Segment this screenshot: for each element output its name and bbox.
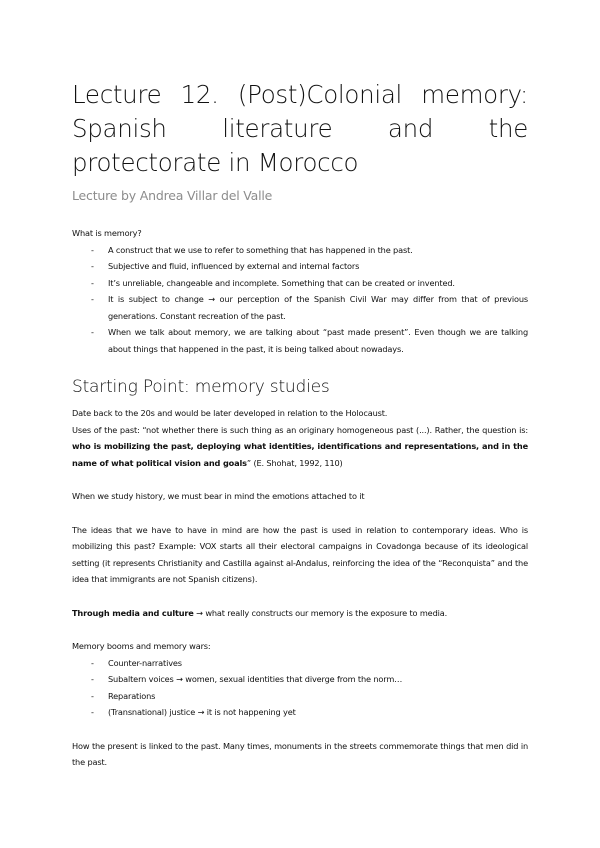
list-dash: -	[91, 244, 94, 255]
list-dash: -	[91, 707, 94, 717]
page-content	[72, 78, 528, 771]
list-dash: -	[91, 657, 94, 668]
list-item: - Counter-narratives	[72, 655, 528, 672]
paragraph-media: Through media and culture → what really constructs our memory is the exposure to media.	[72, 607, 448, 618]
memory-booms-list	[72, 655, 528, 721]
page-title: Lecture 12. (Post)Colonial memory: Spanish literature and the protectorate in Morocco	[72, 80, 528, 177]
bold-quote: who is mobilizing the past, deploying what identities, identifications and representations, and in the name of what political vision and goals	[72, 441, 528, 468]
list-item: - Subaltern voices → women, sexual identities that diverge from the norm…	[72, 671, 528, 688]
memory-question: What is memory?	[72, 228, 142, 238]
paragraph-contemporary-ideas: The ideas that we have to have in mind are how the past is used in relation to contemporary ideas. Who is mobilizing this past? Example: VOX starts all their electoral campaigns in Covadonga because of its ideological setting (it represents Christianity and Castilla against al-Andalus, reinforcing the idea of the “Reconquista” and the idea that immigrants are not Spanish citizens).	[72, 524, 528, 584]
memory-definition-list	[72, 242, 528, 358]
list-dash: -	[91, 327, 94, 337]
list-dash: -	[91, 261, 94, 271]
list-item: - Reparations	[72, 688, 528, 705]
paragraph-origins: Date back to the 20s and would be later developed in relation to the Holocaust. Uses of the past: “not whether there is such thing as an originary homogeneous past (...). Rather, the question is: who is mobilizing the past, deploying what identities, identifications and representations, and in the name of what political vision and goals” (E. Shohat, 1992, 110)	[72, 408, 528, 468]
paragraph-monuments: How the present is linked to the past. Many times, monuments in the streets commemorate things that men did in the past.	[72, 740, 528, 767]
memory-booms-title: Memory booms and memory wars:	[72, 641, 211, 651]
list-dash: -	[91, 674, 94, 684]
section-heading: Starting Point: memory studies	[72, 377, 330, 397]
list-item: - It’s unreliable, changeable and incomplete. Something that can be created or invented.	[72, 275, 528, 292]
paragraph-emotions: When we study history, we must bear in mind the emotions attached to it	[72, 491, 365, 501]
list-item: - Subjective and fluid, influenced by external and internal factors	[72, 258, 528, 275]
list-item: - When we talk about memory, we are talking about “past made present”. Even though we are talking about things that happened in the past, it is being talked about nowadays.	[72, 324, 528, 357]
list-item: - A construct that we use to refer to something that has happened in the past.	[72, 242, 528, 259]
list-item: - It is subject to change → our perception of the Spanish Civil War may differ from that of previous generations. Constant recreation of the past.	[72, 291, 528, 324]
page-subtitle: Lecture by Andrea Villar del Valle	[72, 188, 273, 203]
list-dash: -	[91, 294, 94, 304]
list-dash: -	[91, 277, 94, 288]
list-item: - (Transnational) justice → it is not happening yet	[72, 704, 528, 721]
list-dash: -	[91, 690, 94, 701]
